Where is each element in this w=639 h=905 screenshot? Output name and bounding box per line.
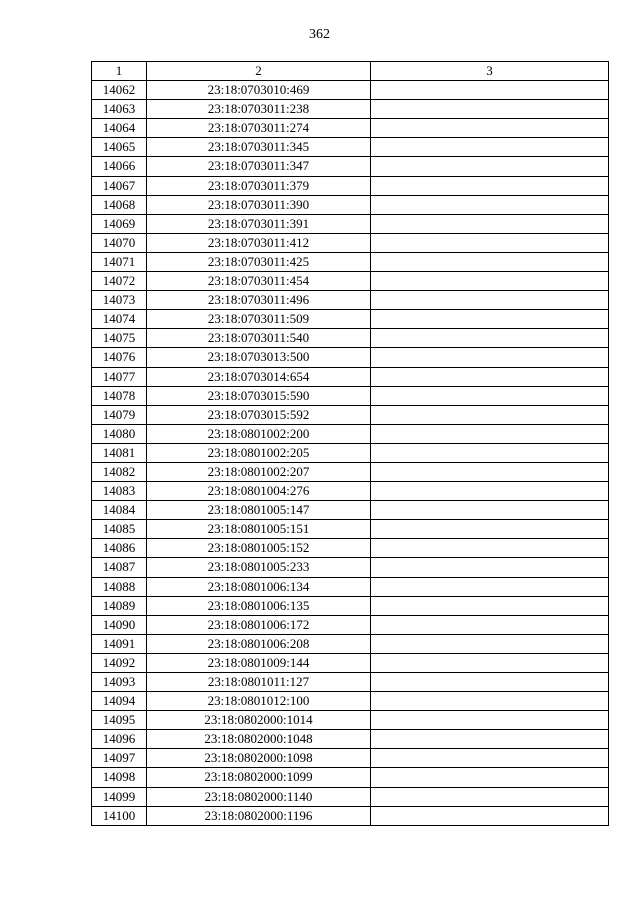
notes-cell <box>371 252 609 271</box>
row-number-cell: 14072 <box>92 272 147 291</box>
notes-cell <box>371 787 609 806</box>
notes-cell <box>371 195 609 214</box>
table-row <box>92 462 609 481</box>
table-row <box>92 233 609 252</box>
notes-cell <box>371 386 609 405</box>
notes-cell <box>371 768 609 787</box>
notes-cell <box>371 310 609 329</box>
row-number-cell: 14076 <box>92 348 147 367</box>
notes-cell <box>371 100 609 119</box>
row-number-cell: 14070 <box>92 233 147 252</box>
cadastral-number-cell: 23:18:0703011:274 <box>147 119 371 138</box>
notes-cell <box>371 157 609 176</box>
cadastral-number-cell: 23:18:0703011:379 <box>147 176 371 195</box>
row-number-cell: 14090 <box>92 615 147 634</box>
cadastral-number-cell: 23:18:0703011:412 <box>147 233 371 252</box>
cadastral-number-cell: 23:18:0703011:345 <box>147 138 371 157</box>
table-row <box>92 539 609 558</box>
notes-cell <box>371 520 609 539</box>
row-number-cell: 14082 <box>92 462 147 481</box>
table-row <box>92 100 609 119</box>
row-number-cell: 14098 <box>92 768 147 787</box>
table-row <box>92 81 609 100</box>
table-row <box>92 787 609 806</box>
notes-cell <box>371 806 609 825</box>
row-number-cell: 14077 <box>92 367 147 386</box>
notes-cell <box>371 329 609 348</box>
column-header-3: 3 <box>371 62 609 81</box>
table-row <box>92 692 609 711</box>
row-number-cell: 14074 <box>92 310 147 329</box>
table-row <box>92 386 609 405</box>
cadastral-number-cell: 23:18:0703015:590 <box>147 386 371 405</box>
notes-cell <box>371 443 609 462</box>
cadastral-number-cell: 23:18:0703013:500 <box>147 348 371 367</box>
cadastral-number-cell: 23:18:0802000:1196 <box>147 806 371 825</box>
table-row <box>92 329 609 348</box>
row-number-cell: 14066 <box>92 157 147 176</box>
cadastral-number-cell: 23:18:0801002:205 <box>147 443 371 462</box>
column-header-2: 2 <box>147 62 371 81</box>
table-row <box>92 730 609 749</box>
cadastral-number-cell: 23:18:0801006:134 <box>147 577 371 596</box>
row-number-cell: 14085 <box>92 520 147 539</box>
cadastral-number-cell: 23:18:0801002:200 <box>147 424 371 443</box>
notes-cell <box>371 615 609 634</box>
table-row <box>92 520 609 539</box>
row-number-cell: 14097 <box>92 749 147 768</box>
notes-cell <box>371 424 609 443</box>
notes-cell <box>371 539 609 558</box>
table-row <box>92 501 609 520</box>
table-row <box>92 214 609 233</box>
notes-cell <box>371 673 609 692</box>
cadastral-number-cell: 23:18:0801012:100 <box>147 692 371 711</box>
row-number-cell: 14092 <box>92 653 147 672</box>
column-header-1: 1 <box>92 62 147 81</box>
table-row <box>92 348 609 367</box>
cadastral-number-cell: 23:18:0703011:509 <box>147 310 371 329</box>
table-row <box>92 310 609 329</box>
notes-cell <box>371 348 609 367</box>
notes-cell <box>371 81 609 100</box>
notes-cell <box>371 138 609 157</box>
notes-cell <box>371 176 609 195</box>
cadastral-number-cell: 23:18:0801006:172 <box>147 615 371 634</box>
row-number-cell: 14084 <box>92 501 147 520</box>
row-number-cell: 14069 <box>92 214 147 233</box>
cadastral-number-cell: 23:18:0703015:592 <box>147 405 371 424</box>
notes-cell <box>371 462 609 481</box>
data-table <box>91 61 609 826</box>
table-row <box>92 119 609 138</box>
table-row <box>92 615 609 634</box>
row-number-cell: 14083 <box>92 482 147 501</box>
cadastral-number-cell: 23:18:0703011:238 <box>147 100 371 119</box>
cadastral-number-cell: 23:18:0802000:1048 <box>147 730 371 749</box>
cadastral-number-cell: 23:18:0703011:540 <box>147 329 371 348</box>
row-number-cell: 14096 <box>92 730 147 749</box>
table-row <box>92 176 609 195</box>
cadastral-number-cell: 23:18:0801006:208 <box>147 634 371 653</box>
row-number-cell: 14086 <box>92 539 147 558</box>
row-number-cell: 14080 <box>92 424 147 443</box>
row-number-cell: 14094 <box>92 692 147 711</box>
table-row <box>92 634 609 653</box>
notes-cell <box>371 577 609 596</box>
table-row <box>92 653 609 672</box>
row-number-cell: 14067 <box>92 176 147 195</box>
cadastral-number-cell: 23:18:0802000:1140 <box>147 787 371 806</box>
cadastral-number-cell: 23:18:0802000:1014 <box>147 711 371 730</box>
page-number: 362 <box>309 27 330 42</box>
notes-cell <box>371 730 609 749</box>
notes-cell <box>371 711 609 730</box>
notes-cell <box>371 272 609 291</box>
table-row <box>92 711 609 730</box>
cadastral-number-cell: 23:18:0801005:147 <box>147 501 371 520</box>
row-number-cell: 14075 <box>92 329 147 348</box>
notes-cell <box>371 233 609 252</box>
notes-cell <box>371 749 609 768</box>
table-row <box>92 806 609 825</box>
notes-cell <box>371 692 609 711</box>
row-number-cell: 14089 <box>92 596 147 615</box>
row-number-cell: 14093 <box>92 673 147 692</box>
table-row <box>92 749 609 768</box>
notes-cell <box>371 501 609 520</box>
table-row <box>92 195 609 214</box>
notes-cell <box>371 596 609 615</box>
cadastral-number-cell: 23:18:0802000:1099 <box>147 768 371 787</box>
cadastral-number-cell: 23:18:0801005:152 <box>147 539 371 558</box>
cadastral-number-cell: 23:18:0801006:135 <box>147 596 371 615</box>
cadastral-number-cell: 23:18:0802000:1098 <box>147 749 371 768</box>
notes-cell <box>371 653 609 672</box>
table-row <box>92 768 609 787</box>
table-header-row <box>92 62 609 81</box>
row-number-cell: 14062 <box>92 81 147 100</box>
notes-cell <box>371 214 609 233</box>
notes-cell <box>371 634 609 653</box>
cadastral-number-cell: 23:18:0801004:276 <box>147 482 371 501</box>
table-row <box>92 367 609 386</box>
table-row <box>92 482 609 501</box>
row-number-cell: 14087 <box>92 558 147 577</box>
row-number-cell: 14100 <box>92 806 147 825</box>
cadastral-number-cell: 23:18:0703014:654 <box>147 367 371 386</box>
notes-cell <box>371 405 609 424</box>
table-row <box>92 272 609 291</box>
table-row <box>92 443 609 462</box>
table-row <box>92 405 609 424</box>
row-number-cell: 14073 <box>92 291 147 310</box>
row-number-cell: 14068 <box>92 195 147 214</box>
table-row <box>92 673 609 692</box>
table-row <box>92 596 609 615</box>
row-number-cell: 14095 <box>92 711 147 730</box>
table-row <box>92 577 609 596</box>
cadastral-number-cell: 23:18:0703011:496 <box>147 291 371 310</box>
cadastral-number-cell: 23:18:0801002:207 <box>147 462 371 481</box>
notes-cell <box>371 482 609 501</box>
cadastral-number-cell: 23:18:0801005:151 <box>147 520 371 539</box>
row-number-cell: 14064 <box>92 119 147 138</box>
row-number-cell: 14079 <box>92 405 147 424</box>
notes-cell <box>371 558 609 577</box>
notes-cell <box>371 367 609 386</box>
cadastral-number-cell: 23:18:0703011:425 <box>147 252 371 271</box>
table-row <box>92 157 609 176</box>
notes-cell <box>371 119 609 138</box>
row-number-cell: 14065 <box>92 138 147 157</box>
cadastral-number-cell: 23:18:0801009:144 <box>147 653 371 672</box>
row-number-cell: 14081 <box>92 443 147 462</box>
cadastral-number-cell: 23:18:0703011:391 <box>147 214 371 233</box>
row-number-cell: 14088 <box>92 577 147 596</box>
row-number-cell: 14099 <box>92 787 147 806</box>
cadastral-number-cell: 23:18:0801005:233 <box>147 558 371 577</box>
row-number-cell: 14091 <box>92 634 147 653</box>
table-row <box>92 424 609 443</box>
notes-cell <box>371 291 609 310</box>
table-body <box>92 81 609 826</box>
cadastral-number-cell: 23:18:0703011:390 <box>147 195 371 214</box>
row-number-cell: 14063 <box>92 100 147 119</box>
row-number-cell: 14071 <box>92 252 147 271</box>
cadastral-number-cell: 23:18:0703011:454 <box>147 272 371 291</box>
table-row <box>92 252 609 271</box>
cadastral-number-cell: 23:18:0801011:127 <box>147 673 371 692</box>
table-row <box>92 138 609 157</box>
cadastral-number-cell: 23:18:0703010:469 <box>147 81 371 100</box>
row-number-cell: 14078 <box>92 386 147 405</box>
table-row <box>92 291 609 310</box>
cadastral-number-cell: 23:18:0703011:347 <box>147 157 371 176</box>
table-row <box>92 558 609 577</box>
